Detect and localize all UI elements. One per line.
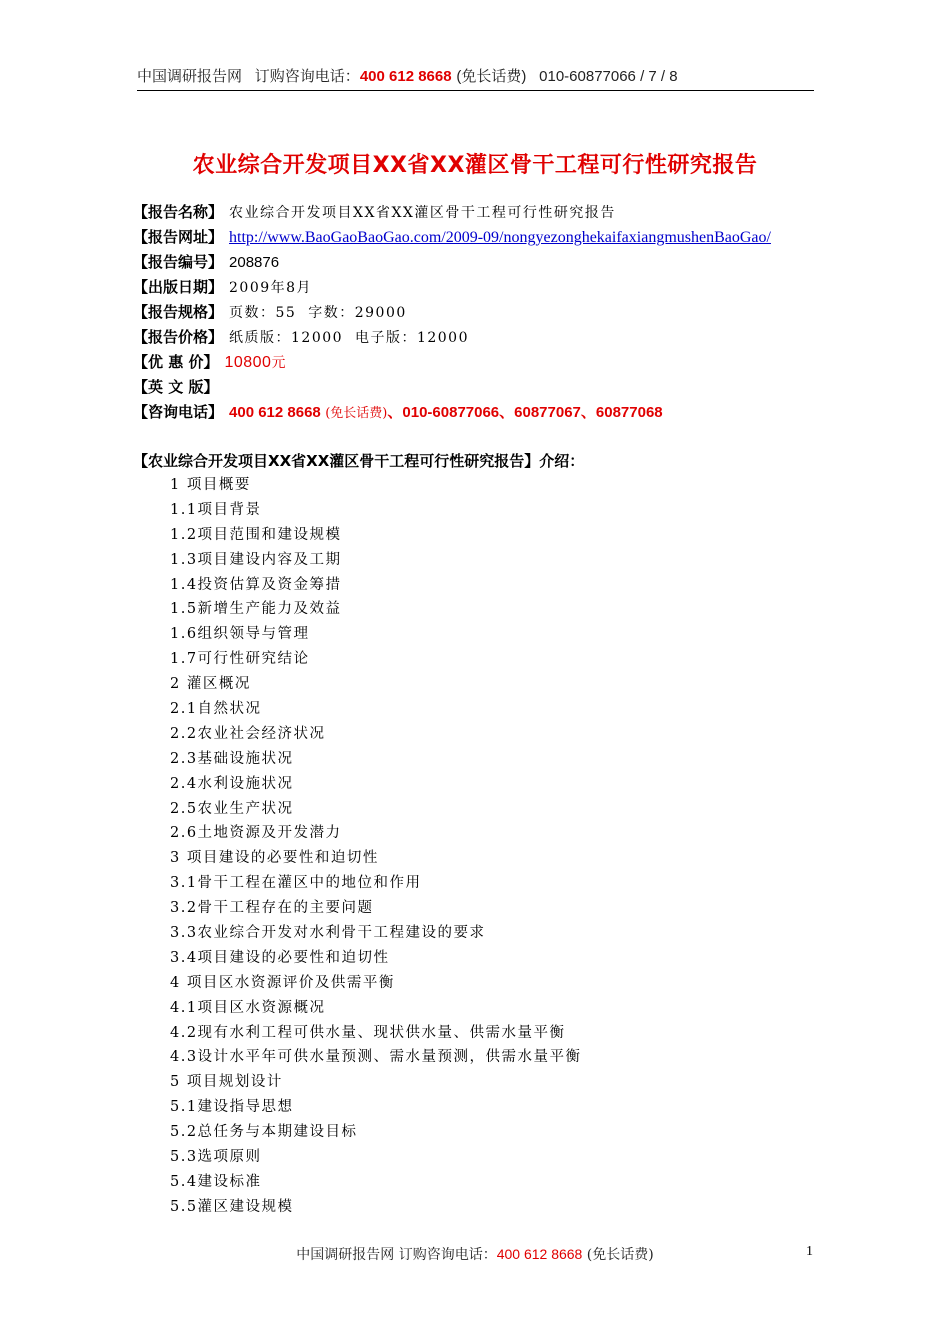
info-url-row	[133, 225, 833, 250]
toc-item: 1.3项目建设内容及工期	[170, 551, 342, 568]
info-spec-label: 【报告规格】	[133, 303, 224, 321]
toc-item: 4.2现有水利工程可供水量、现状供水量、供需水量平衡	[170, 1024, 566, 1041]
info-contact-free: (免长话费)	[325, 406, 388, 421]
info-date-value: 2009年8月	[229, 280, 313, 296]
footer-phone: 400 612 8668	[496, 1246, 583, 1262]
toc-item: 5.5灌区建设规模	[170, 1198, 294, 1215]
info-code-row	[133, 250, 833, 275]
info-english-label: 【英 文 版】	[133, 378, 219, 396]
toc-item: 4.3设计水平年可供水量预测、需水量预测，供需水量平衡	[170, 1049, 582, 1066]
info-spec-value: 页数：55 字数：29000	[229, 305, 407, 321]
info-discount-label: 【优 惠 价】	[133, 353, 219, 371]
toc-item: 4 项目区水资源评价及供需平衡	[170, 974, 395, 991]
toc-item: 2.5农业生产状况	[170, 800, 294, 817]
info-contact-row	[133, 400, 833, 425]
info-name-value: 农业综合开发项目XX省XX灌区骨干工程可行性研究报告	[229, 205, 616, 221]
toc-item: 3.4项目建设的必要性和迫切性	[170, 949, 390, 966]
toc-item: 2.3基础设施状况	[170, 750, 294, 767]
toc-item: 5 项目规划设计	[170, 1074, 283, 1091]
toc-item: 5.3选项原则	[170, 1149, 262, 1166]
header-order-label: 订购咨询电话：	[254, 67, 360, 85]
header-site: 中国调研报告网	[137, 67, 243, 85]
report-info	[133, 200, 833, 425]
info-code-label: 【报告编号】	[133, 253, 224, 271]
header-phone: 400 612 8668	[359, 68, 452, 85]
info-discount-row	[133, 350, 833, 375]
info-code-value: 208876	[229, 254, 280, 271]
header-tel: 010-60877066 / 7 / 8	[539, 68, 678, 85]
toc-item: 1.2项目范围和建设规模	[170, 526, 342, 543]
toc-item: 5.4建设标准	[170, 1173, 262, 1190]
toc-item: 1.6组织领导与管理	[170, 626, 310, 643]
toc-item: 5.2总任务与本期建设目标	[170, 1124, 358, 1141]
footer-order-label: 订购咨询电话：	[398, 1247, 497, 1263]
toc-item: 1.1项目背景	[170, 501, 262, 518]
toc-item: 2 灌区概况	[170, 676, 251, 693]
page-header	[137, 66, 814, 91]
toc-item: 3.2骨干工程存在的主要问题	[170, 900, 374, 917]
footer-site: 中国调研报告网	[296, 1247, 395, 1263]
report-title: 农业综合开发项目XX省XX灌区骨干工程可行性研究报告	[192, 153, 758, 178]
info-price-label: 【报告价格】	[133, 328, 224, 346]
toc-item: 3.3农业综合开发对水利骨干工程建设的要求	[170, 925, 486, 942]
toc-item: 3.1骨干工程在灌区中的地位和作用	[170, 875, 422, 892]
toc-item: 2.2农业社会经济状况	[170, 725, 326, 742]
toc-item: 1 项目概要	[170, 477, 251, 493]
info-url-label: 【报告网址】	[133, 228, 224, 246]
info-contact-label: 【咨询电话】	[133, 403, 224, 421]
footer-free: (免长话费)	[586, 1247, 654, 1263]
toc-item: 5.1建设指导思想	[170, 1099, 294, 1116]
toc-item: 2.6土地资源及开发潜力	[170, 825, 342, 842]
table-of-contents	[170, 473, 582, 1220]
info-name-label: 【报告名称】	[133, 203, 224, 221]
page-number: 1	[806, 1244, 813, 1259]
intro-heading: 【农业综合开发项目XX省XX灌区骨干工程可行性研究报告】介绍：	[133, 452, 585, 470]
info-price-row	[133, 325, 833, 350]
info-english-row	[133, 375, 833, 400]
header-free: (免长话费)	[456, 68, 527, 85]
info-contact-phone: 400 612 8668	[229, 404, 321, 421]
toc-item: 4.1项目区水资源概况	[170, 999, 326, 1016]
toc-item: 3 项目建设的必要性和迫切性	[170, 850, 379, 867]
info-date-row	[133, 275, 833, 300]
info-discount-unit: 元	[271, 355, 286, 371]
toc-item: 2.1自然状况	[170, 701, 262, 718]
toc-item: 1.7可行性研究结论	[170, 651, 310, 668]
info-spec-row	[133, 300, 833, 325]
info-contact-rest: 、010-60877066、60877067、60877068	[387, 404, 663, 421]
info-date-label: 【出版日期】	[133, 278, 224, 296]
toc-item: 1.4投资估算及资金筹措	[170, 576, 342, 593]
info-discount-value: 10800	[224, 354, 272, 371]
toc-item: 2.4水利设施状况	[170, 775, 294, 792]
report-url-link[interactable]: http://www.BaoGaoBaoGao.com/2009-09/nongyezonghekaifaxiangmushenBaoGao/	[229, 229, 771, 246]
toc-item: 1.5新增生产能力及效益	[170, 601, 342, 618]
info-name-row	[133, 200, 833, 225]
info-price-value: 纸质版：12000 电子版：12000	[229, 330, 469, 346]
